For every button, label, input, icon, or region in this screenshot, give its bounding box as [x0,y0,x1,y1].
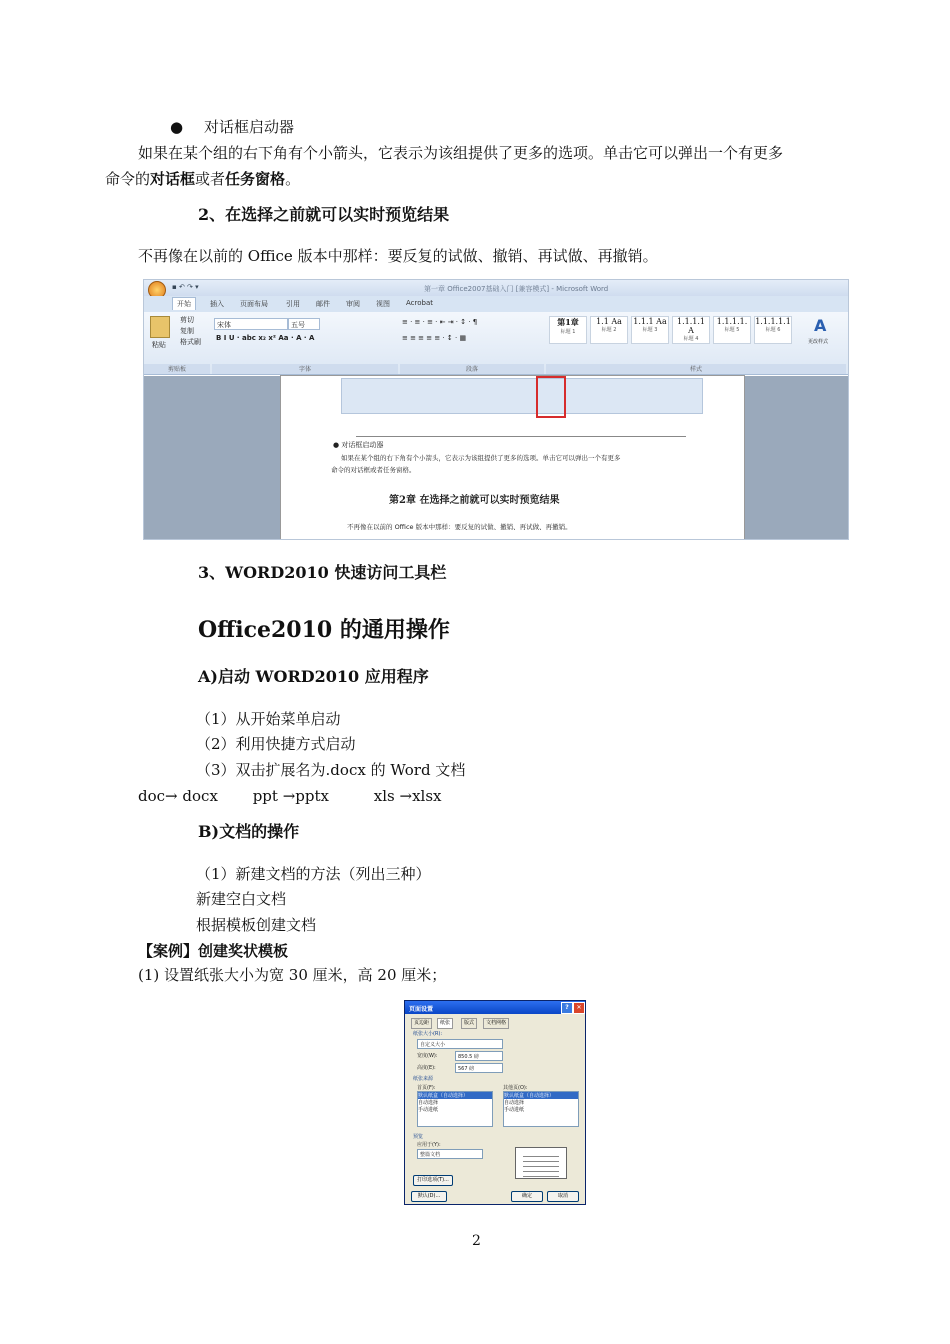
style-heading2-name: 标题 2 [601,327,617,333]
style-heading5-name: 标题 5 [724,327,740,333]
tab-home[interactable]: 开始 [172,297,196,310]
width-value: 850.5 磅 [458,1054,479,1060]
para1-mid: 或者 [195,170,226,188]
heading-quick-access: 3、WORD2010 快速访问工具栏 [198,563,447,582]
ext-doc: doc→ docx [138,787,218,805]
list-b-item-2: 新建空白文档 [196,890,287,908]
close-icon[interactable]: ✕ [573,1002,585,1014]
case-title: 【案例】创建奖状模板 [138,942,289,960]
paste-icon[interactable] [150,316,170,338]
doc-bg-left [144,376,281,539]
page-number: 2 [472,1233,481,1249]
width-input[interactable] [455,1051,503,1061]
section-b-title: B)文档的操作 [198,822,300,841]
dialog-launcher-highlight [536,376,566,418]
para1-bold-taskpane: 任务窗格 [225,170,286,188]
group-font: 字体 [212,364,398,374]
doc-line2: 命令的对话框或者任务窗格。 [331,466,416,474]
paper-size-select[interactable] [417,1039,503,1049]
first-tray-1: 默认纸盒（自动选择） [418,1092,492,1099]
tab-view[interactable]: 视图 [376,300,390,308]
list-b-item-3: 根据模板创建文档 [196,916,317,934]
style-heading4-sample: 1.1.1.1 A [677,317,705,335]
font-name-select[interactable] [214,318,288,330]
cut-button[interactable]: 剪切 [180,316,194,324]
style-heading3-sample: 1.1.1 Aa [633,317,667,326]
heading-preview: 2、在选择之前就可以实时预览结果 [198,205,450,224]
style-heading2[interactable] [590,316,628,344]
format-painter-button[interactable]: 格式刷 [180,338,201,346]
tab-layout[interactable]: 页面布局 [240,300,268,308]
first-page-list[interactable] [417,1091,493,1127]
para1-bold-dialog: 对话框 [150,170,196,188]
font-size-value: 五号 [291,321,305,329]
doc-bg-right [744,376,848,539]
ext-map-row [138,785,442,807]
list-b-item-1: （1）新建文档的方法（列出三种） [196,865,431,883]
tab-insert[interactable]: 插入 [210,300,224,308]
tab-mailings[interactable]: 邮件 [316,300,330,308]
list-a-item-3: （3）双击扩展名为.docx 的 Word 文档 [196,761,466,779]
height-input[interactable] [455,1063,503,1073]
change-styles-icon[interactable]: A [814,316,827,335]
paper-size-label: 纸张大小(R): [413,1031,443,1037]
font-name-value: 宋体 [217,321,231,329]
dialog-title: 页面设置 [409,1006,434,1013]
list-a-item-2: （2）利用快捷方式启动 [196,735,356,753]
style-heading6-name: 标题 6 [765,327,781,333]
doc-bullet: ● 对话框启动器 [333,441,384,449]
para1-end: 。 [285,170,301,188]
ext-ppt: ppt →pptx [252,787,329,805]
ext-xls: xls →xlsx [373,787,442,805]
apply-select[interactable] [417,1149,483,1159]
doc-line1: 如果在某个组的右下角有个小箭头，它表示为该组提供了更多的选项。单击它可以弹出一个有更多 [341,454,621,462]
preview-label: 预览 [413,1134,424,1140]
case-step-1: (1) 设置纸张大小为宽 30 厘米，高 20 厘米； [138,966,447,984]
default-button[interactable]: 默认(D)... [411,1191,447,1202]
paste-label: 粘贴 [152,341,166,349]
style-heading5-sample: 1.1.1.1. [716,317,748,326]
first-tray-3: 手动进纸 [418,1107,439,1113]
cancel-button[interactable]: 取消 [547,1191,579,1202]
style-heading5[interactable] [713,316,751,344]
paragraph-buttons-row2[interactable]: ≡ ≡ ≡ ≡ ≡ · ↕ · ▦ [402,334,467,342]
para2: 不再像在以前的 Office 版本中那样：要反复的试做、撤销、再试做、再撤销。 [138,247,658,265]
tab-references[interactable]: 引用 [286,300,300,308]
quick-access-icons: ▪ ↶ ↷ ▾ [172,283,199,291]
paper-source-label: 纸张来源 [413,1076,434,1082]
other-tray-2: 自动选择 [504,1100,525,1106]
style-heading6[interactable] [754,316,792,344]
paragraph-buttons-row1[interactable]: ≡ · ≡ · ≡ · ⇤ ⇥ · ↕ · ¶ [402,318,478,326]
paper-size-value: 自定义大小 [420,1042,446,1048]
style-heading4[interactable] [672,316,710,344]
tab-acrobat[interactable]: Acrobat [406,299,433,307]
para1-line2 [105,168,300,190]
tab-review[interactable]: 审阅 [346,300,360,308]
font-size-select[interactable] [288,318,320,330]
help-icon[interactable]: ? [561,1002,573,1014]
apply-value: 整篇文档 [420,1152,441,1158]
dialog-titlebar [405,1001,585,1014]
section-a-title: A)启动 WORD2010 应用程序 [198,667,429,686]
style-heading1[interactable] [549,316,587,344]
ok-button[interactable]: 确定 [511,1191,543,1202]
print-options-button[interactable]: 打印选项(T)... [413,1175,453,1186]
bullet-symbol: ● [170,118,184,136]
style-heading3-name: 标题 3 [642,327,658,333]
group-paragraph: 段落 [400,364,544,374]
change-styles-label[interactable]: 更改样式 [808,339,829,345]
apply-label: 应用于(Y): [417,1142,441,1148]
copy-button[interactable]: 复制 [180,327,194,335]
style-heading1-sample: 第1章 [557,317,579,327]
ribbon [144,312,848,375]
style-heading4-name: 标题 4 [683,336,699,342]
preview-thumbnail [515,1147,567,1179]
para1-line1: 如果在某个组的右下角有个小箭头，它表示为该组提供了更多的选项。单击它可以弹出一个有更多 [138,144,784,162]
first-page-label: 首页(F): [417,1085,436,1091]
para1-pre: 命令的 [105,170,151,188]
other-tray-3: 手动进纸 [504,1107,525,1113]
style-heading1-name: 标题 1 [560,329,576,335]
first-tray-2: 自动选择 [418,1100,439,1106]
style-heading2-sample: 1.1 Aa [596,317,622,326]
height-value: 567 磅 [458,1066,475,1072]
height-label: 高度(E): [417,1065,436,1071]
doc-gray-bar [356,416,686,437]
group-clipboard: 剪贴板 [144,364,210,374]
window-title: 第一章 Office2007基础入门 [兼容模式] - Microsoft Word [424,285,609,293]
bullet-text: 对话框启动器 [204,118,295,136]
inner-ribbon-thumb [341,378,703,414]
font-format-buttons[interactable]: B I U · abc x₂ x² Aa · A · A [216,334,315,342]
tab-doc-grid[interactable]: 文档网格 [483,1018,509,1029]
style-heading3[interactable] [631,316,669,344]
group-styles: 样式 [546,364,846,374]
word-screenshot [143,279,849,540]
style-heading6-sample: 1.1.1.1.1 [755,317,791,326]
doc-heading: 第2章 在选择之前就可以实时预览结果 [389,495,560,506]
page-setup-dialog [404,1000,586,1205]
tab-margins[interactable]: 页边距 [411,1018,432,1029]
main-title: Office2010 的通用操作 [198,617,450,643]
doc-line3: 不再像在以前的 Office 版本中那样：要反复的试做、撤销、再试做、再撤销。 [347,523,572,531]
word-titlebar [144,280,848,296]
other-tray-1: 默认纸盒（自动选择） [504,1092,578,1099]
tab-paper[interactable]: 纸张 [437,1018,453,1029]
other-pages-label: 其他页(O): [503,1085,528,1091]
ribbon-tabs [144,296,848,312]
width-label: 宽度(W): [417,1053,438,1059]
tab-layout-dlg[interactable]: 版式 [461,1018,477,1029]
other-pages-list[interactable] [503,1091,579,1127]
list-a-item-1: （1）从开始菜单启动 [196,710,341,728]
doc-page [281,376,744,539]
